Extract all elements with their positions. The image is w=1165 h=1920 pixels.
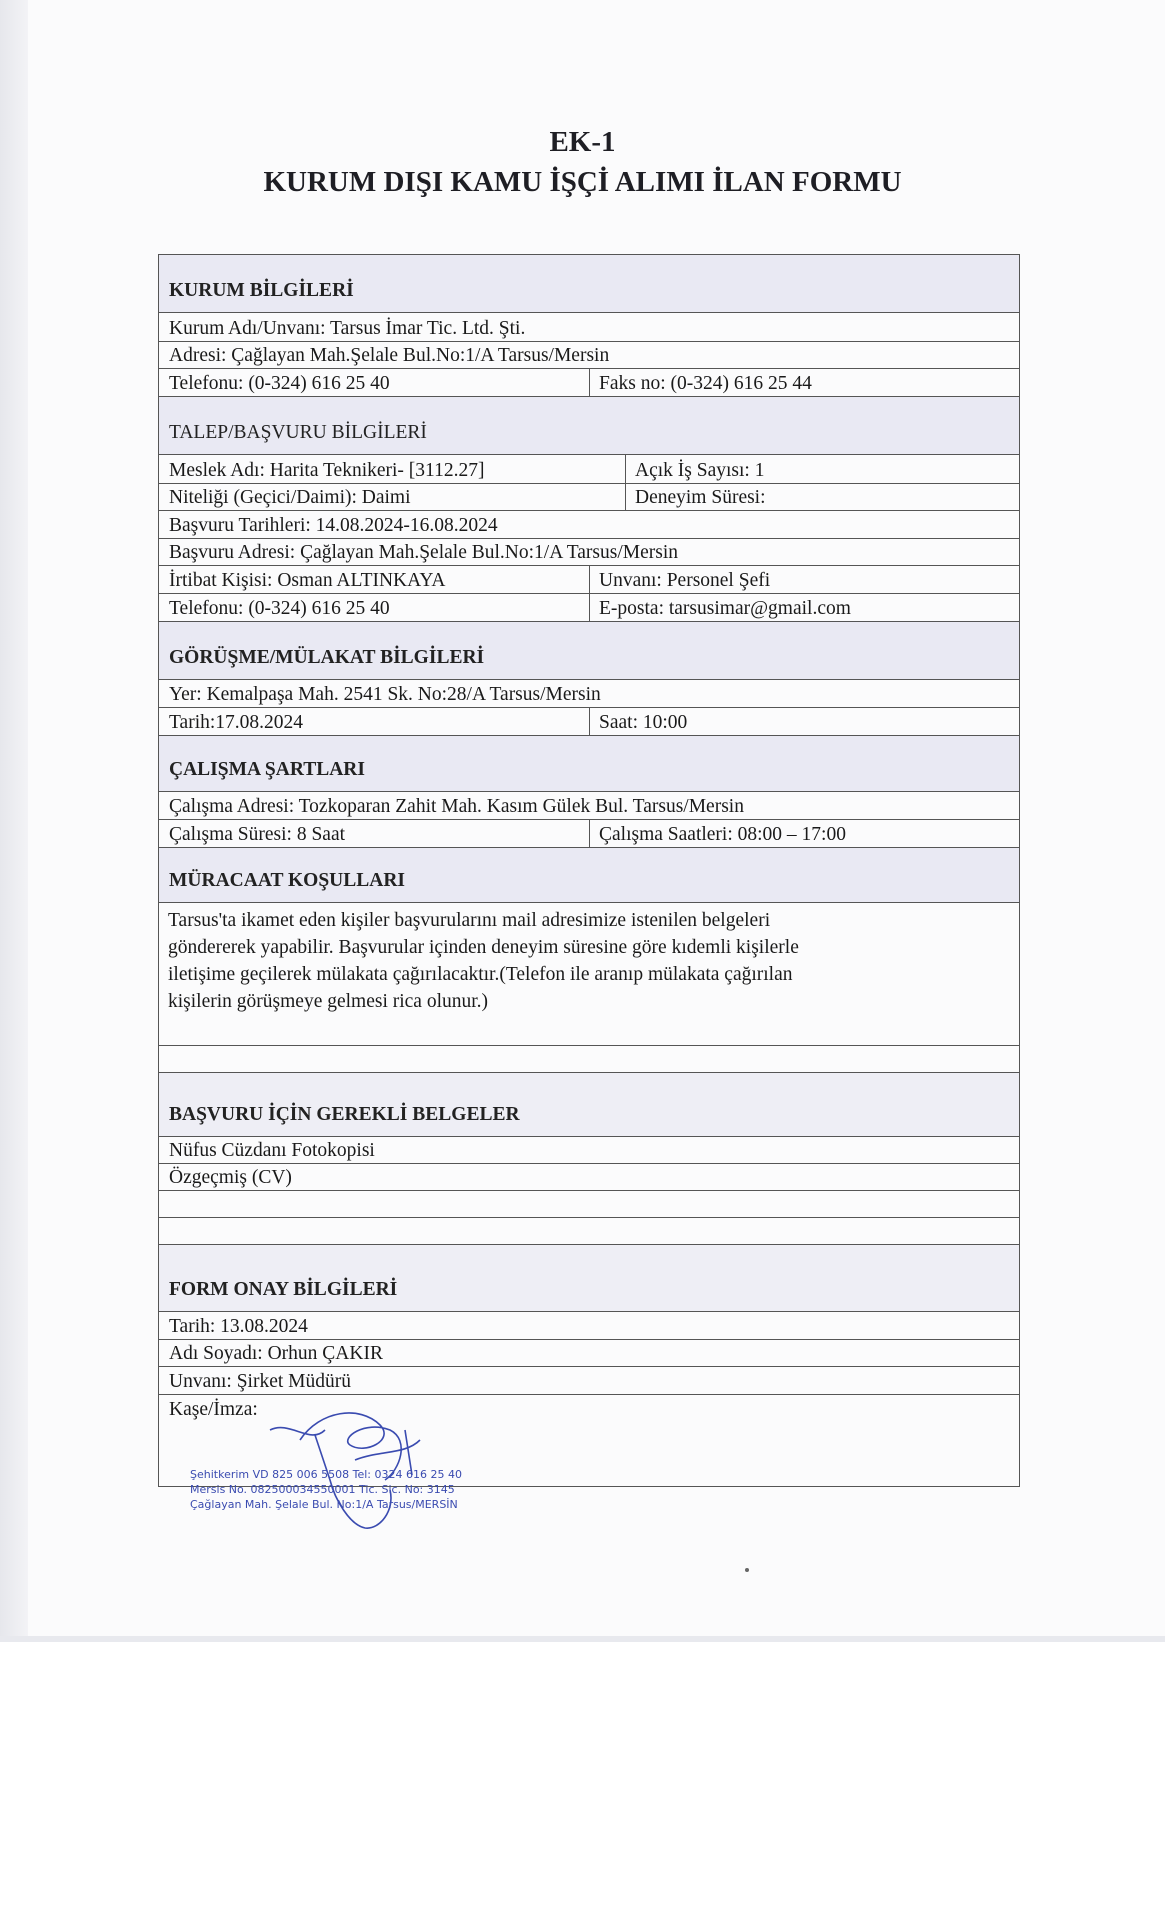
row-irtibat [159,566,1019,594]
form-code: EK-1 [549,126,616,158]
kurum-adi: Kurum Adı/Unvanı: Tarsus İmar Tic. Ltd. Şti. [169,317,526,339]
announcement-form [158,254,1020,1487]
basvuru-tarihleri: Başvuru Tarihleri: 14.08.2024-16.08.2024 [169,514,498,536]
section-header-belgeler: BAŞVURU İÇİN GEREKLİ BELGELER [159,1073,1019,1137]
row-belge-2 [159,1164,1019,1191]
row-onay-tarih [159,1312,1019,1340]
deneyim-suresi: Deneyim Süresi: [635,486,766,508]
row-gorusme-tarih [159,708,1019,736]
kurum-faks: Faks no: (0-324) 616 25 44 [599,372,812,394]
calisma-adresi: Çalışma Adresi: Tozkoparan Zahit Mah. Kasım Gülek Bul. Tarsus/Mersin [169,795,744,817]
muracaat-line: Tarsus'ta ikamet eden kişiler başvurularını mail adresimize istenilen belgeleri [168,910,771,931]
scan-edge-bottom [0,1636,1165,1642]
row-talep-telefon [159,594,1019,622]
scan-speck [745,1568,749,1572]
row-onay-adi [159,1340,1019,1367]
scan-edge-left [0,0,28,1642]
row-belge-1 [159,1137,1019,1164]
kase-imza-label: Kaşe/İmza: [169,1399,258,1420]
nitelik: Niteliği (Geçici/Daimi): Daimi [169,486,411,508]
row-meslek [159,455,1019,484]
meslek-adi: Meslek Adı: Harita Teknikeri- [3112.27] [169,459,485,481]
row-empty-3 [159,1218,1019,1245]
row-calisma-suresi [159,820,1019,848]
basvuru-adresi: Başvuru Adresi: Çağlayan Mah.Şelale Bul.No:1/A Tarsus/Mersin [169,541,679,563]
section-header-onay: FORM ONAY BİLGİLERİ [159,1245,1019,1312]
company-stamp-signature [150,1400,490,1540]
calisma-saatleri: Çalışma Saatleri: 08:00 – 17:00 [599,823,846,845]
row-nitelik [159,484,1019,511]
row-onay-unvan [159,1367,1019,1395]
row-gorusme-yer [159,680,1019,708]
row-basvuru-adresi [159,539,1019,566]
gorusme-tarih: Tarih:17.08.2024 [169,711,304,733]
calisma-suresi: Çalışma Süresi: 8 Saat [169,823,346,845]
gorusme-yer: Yer: Kemalpaşa Mah. 2541 Sk. No:28/A Tarsus/Mersin [169,683,601,705]
section-header-talep: TALEP/BAŞVURU BİLGİLERİ [159,397,1019,455]
muracaat-line: iletişime geçilerek mülakata çağırılacaktır.(Telefon ile aranıp mülakata çağırılan [168,964,793,985]
gorusme-saat: Saat: 10:00 [599,711,688,733]
row-kurum-adres [159,342,1019,369]
row-empty-2 [159,1191,1019,1218]
belge-item: Özgeçmiş (CV) [169,1166,292,1188]
row-kurum-telefon [159,369,1019,397]
stamp-line-2: Mersis No. 082500034550001 Tic. Sic. No: 3145 [190,1483,455,1496]
form-title: KURUM DIŞI KAMU İŞÇİ ALIMI İLAN FORMU [263,166,902,198]
irtibat-unvan: Unvanı: Personel Şefi [599,569,771,591]
acik-is-sayisi: Açık İş Sayısı: 1 [635,459,765,481]
row-empty-1 [159,1046,1019,1073]
irtibat-kisisi: İrtibat Kişisi: Osman ALTINKAYA [169,569,446,591]
onay-tarih: Tarih: 13.08.2024 [169,1315,308,1337]
section-header-kurum: KURUM BİLGİLERİ [159,255,1019,313]
muracaat-paragraph [168,907,1008,1015]
onay-unvan: Unvanı: Şirket Müdürü [169,1370,351,1392]
stamp-line-3: Çağlayan Mah. Şelale Bul. No:1/A Tarsus/MERSİN [190,1498,458,1511]
muracaat-line: göndererek yapabilir. Başvurular içinden deneyim süresine göre kıdemli kişilerle [168,937,799,958]
section-header-gorusme: GÖRÜŞME/MÜLAKAT BİLGİLERİ [159,622,1019,680]
talep-eposta: E-posta: tarsusimar@gmail.com [599,597,851,619]
section-header-muracaat: MÜRACAAT KOŞULLARI [159,848,1019,903]
onay-adi-soyadi: Adı Soyadı: Orhun ÇAKIR [169,1342,383,1364]
section-header-calisma: ÇALIŞMA ŞARTLARI [159,736,1019,792]
row-kurum-adi [159,313,1019,342]
stamp-line-1: Şehitkerim VD 825 006 5508 Tel: 0324 616 25 40 [190,1468,462,1481]
talep-telefon: Telefonu: (0-324) 616 25 40 [169,597,390,619]
muracaat-line: kişilerin görüşmeye gelmesi rica olunur.) [168,991,489,1012]
row-calisma-adresi [159,792,1019,820]
row-basvuru-tarihleri [159,511,1019,539]
belge-item: Nüfus Cüzdanı Fotokopisi [169,1139,375,1161]
kurum-telefon: Telefonu: (0-324) 616 25 40 [169,372,390,394]
kurum-adres: Adresi: Çağlayan Mah.Şelale Bul.No:1/A Tarsus/Mersin [169,344,610,366]
